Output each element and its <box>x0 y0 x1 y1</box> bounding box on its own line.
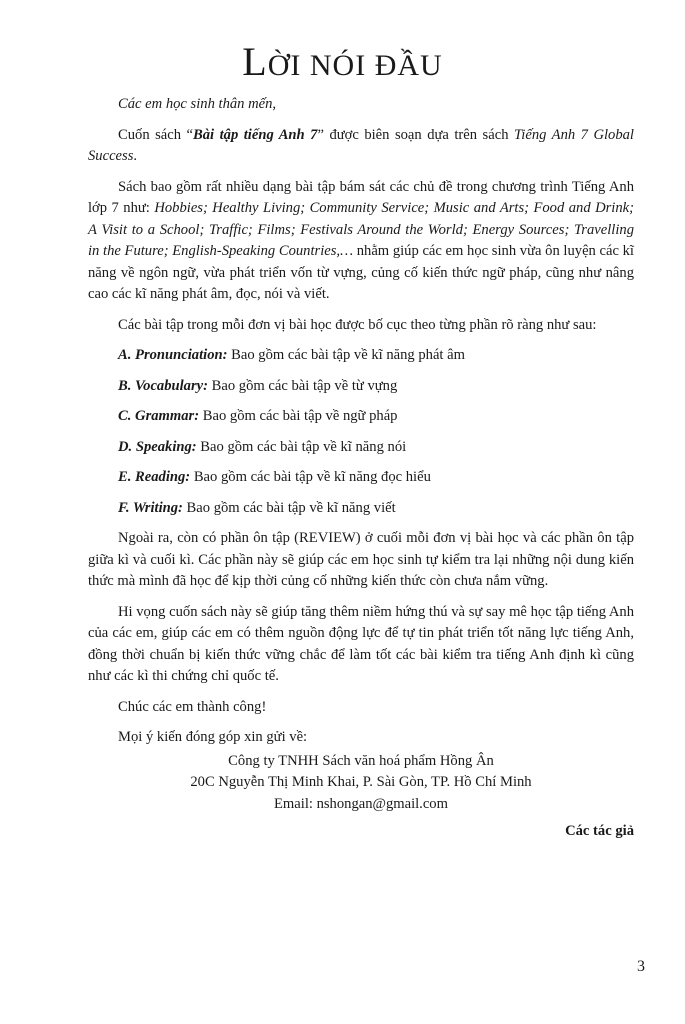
topics-text-2: nhằm giúp các em học sinh vừa ôn luyện các kĩ năng về ngôn ngữ, vừa phát triển vốn từ vựng, củng cố kiến thức ngữ pháp, cũng như nâng cao các kĩ năng phát âm, đọc, nói và viết. <box>88 243 634 302</box>
paragraph-topics <box>88 177 634 306</box>
section-item <box>88 345 634 367</box>
paragraph-structure: Các bài tập trong mỗi đơn vị bài học được bố cục theo từng phần rõ ràng như sau: <box>118 316 597 333</box>
wish-line: Chúc các em thành công! <box>118 698 267 715</box>
section-item <box>88 406 634 428</box>
book-title: Bài tập tiếng Anh 7 <box>193 126 318 143</box>
page-title <box>0 38 685 85</box>
section-text: Bao gồm các bài tập về kĩ năng phát âm <box>227 347 465 363</box>
company-email: Email: nshongan@gmail.com <box>274 795 448 812</box>
company-address: 20C Nguyễn Thị Minh Khai, P. Sài Gòn, TP. Hồ Chí Minh <box>190 774 532 790</box>
reference-book: Tiếng Anh 7 Global Success <box>88 126 634 164</box>
section-label: E. Reading: <box>118 469 191 485</box>
paragraph-intro <box>88 125 634 168</box>
intro-text-1: Cuốn sách “ <box>118 126 194 143</box>
section-label: F. Writing: <box>118 499 183 516</box>
title-rest: ỜI NÓI ĐẦU <box>267 49 443 82</box>
greeting <box>88 94 634 116</box>
section-text: Bao gồm các bài tập về từ vựng <box>208 377 398 394</box>
section-text: Bao gồm các bài tập về kĩ năng nói <box>196 438 407 455</box>
greeting-text: Các em học sinh thân mến, <box>118 96 277 112</box>
section-text: Bao gồm các bài tập về kĩ năng đọc hiểu <box>190 469 431 485</box>
topics-text-1: Sách bao gồm rất nhiều dạng bài tập bám sát các chủ đề trong chương trình Tiếng Anh lớp 7 như: <box>88 178 634 216</box>
section-label: A. Pronunciation: <box>118 347 228 363</box>
section-item <box>88 498 634 520</box>
section-text: Bao gồm các bài tập về kĩ năng viết <box>182 499 396 516</box>
page-number: 3 <box>637 958 645 975</box>
signature: Các tác giả <box>565 823 634 839</box>
section-text: Bao gồm các bài tập về ngữ pháp <box>199 408 398 424</box>
section-item <box>88 376 634 398</box>
preface-body <box>88 94 634 843</box>
topics-list: Hobbies; Healthy Living; Community Service; Music and Arts; Food and Drink; A Visit to a School; Traffic; Films; Festivals Around the World; Energy Sources; Travelling in the Future; English-Speaking Countries,… <box>88 200 634 259</box>
section-label: D. Speaking: <box>118 438 197 455</box>
title-first-letter: L <box>242 39 268 84</box>
feedback-line: Mọi ý kiến đóng góp xin gửi về: <box>118 729 308 745</box>
section-label: C. Grammar: <box>118 408 200 424</box>
section-label: B. Vocabulary: <box>118 377 208 394</box>
intro-text-2: ” được biên soạn dựa trên sách <box>317 126 514 143</box>
company-name: Công ty TNHH Sách văn hoá phẩm Hồng Ân <box>228 752 494 769</box>
paragraph-hope: Hi vọng cuốn sách này sẽ giúp tăng thêm niềm hứng thú và sự say mê học tập tiếng Anh của các em, giúp các em có thêm nguồn động lực để tự tin phát triển tốt năng lực tiếng Anh, đồng thời chuẩn bị kiến thức vững chắc để làm tốt các bài kiểm tra tiếng Anh định kì cũng như các kì thi chứng chỉ quốc tế. <box>88 603 634 684</box>
intro-text-3: . <box>133 148 138 164</box>
section-item <box>88 467 634 489</box>
paragraph-review: Ngoài ra, còn có phần ôn tập (REVIEW) ở cuối mỗi đơn vị bài học và các phần ôn tập giữa kì và cuối kì. Các phần này sẽ giúp các em học sinh tự kiểm tra lại những nội dung kiến thức mà mình đã học để kịp thời củng cố những kiến thức còn chưa nắm vững. <box>88 530 634 589</box>
section-item <box>88 437 634 459</box>
